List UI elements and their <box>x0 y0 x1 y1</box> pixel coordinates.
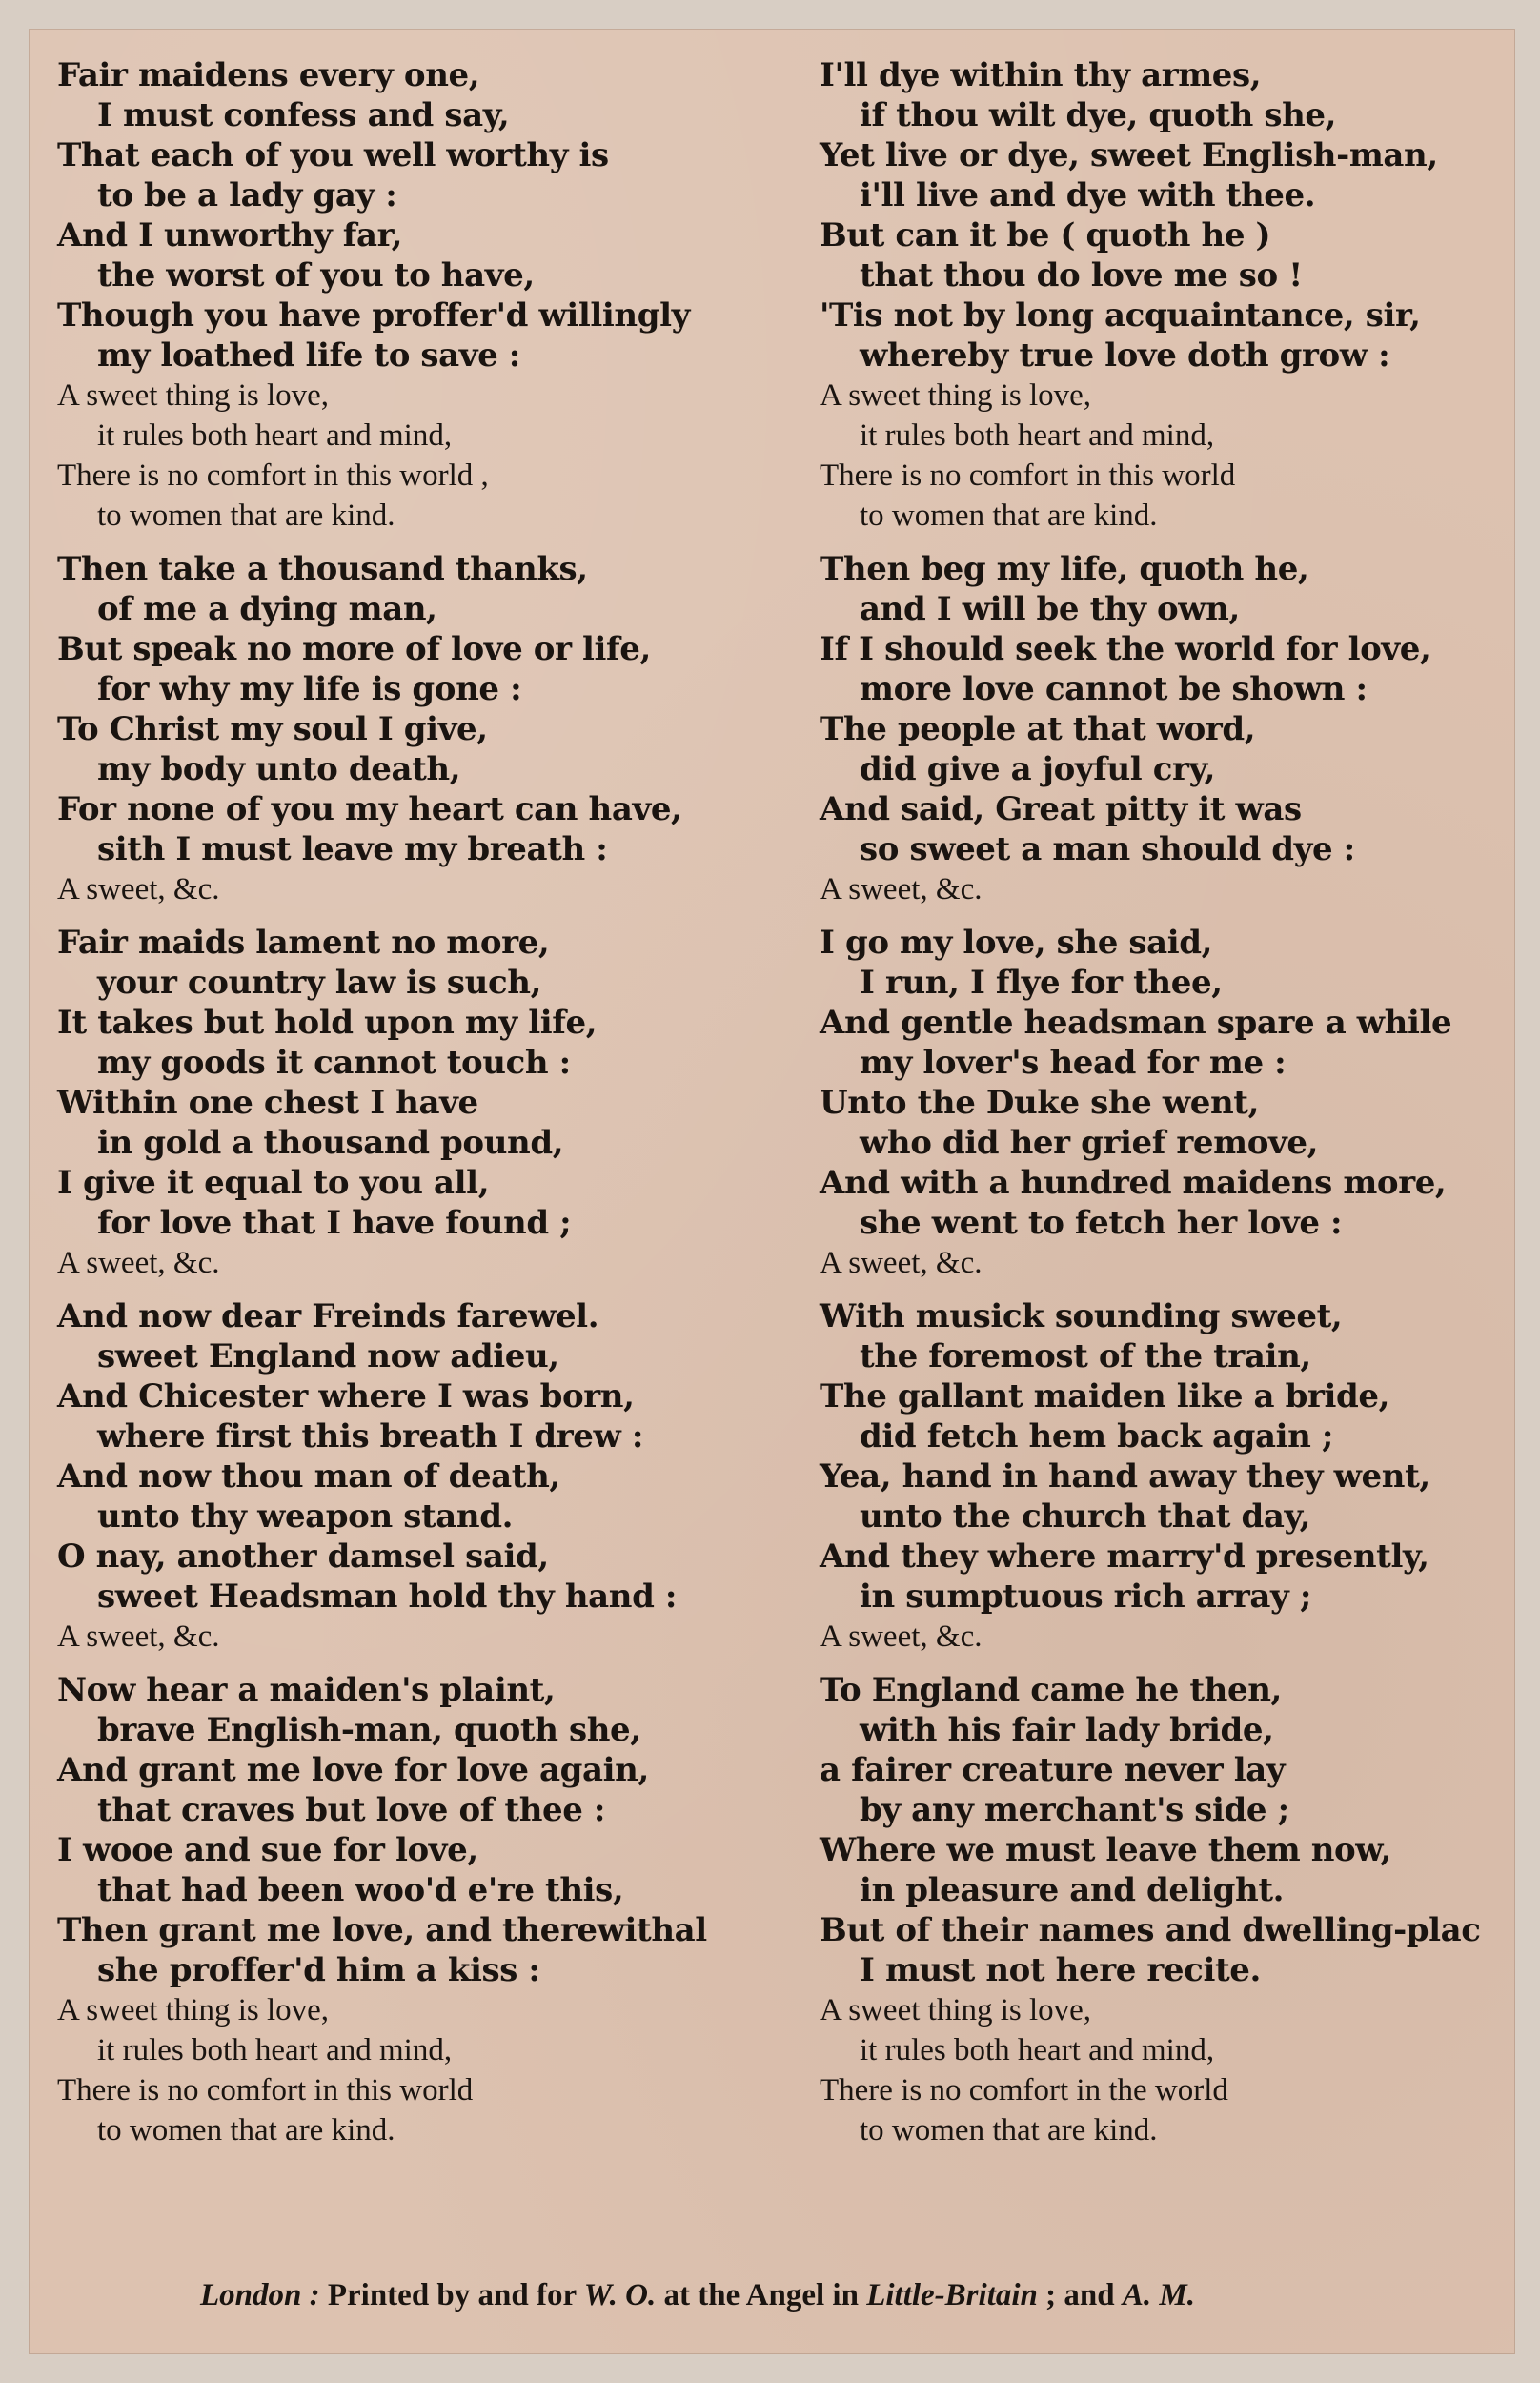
verse-line: Where we must leave them now, <box>820 1831 1391 1869</box>
imprint-text-1: Printed by and for <box>319 2278 584 2312</box>
imprint-printer: W. O. <box>583 2278 657 2312</box>
verse-line: And they where marry'd presently, <box>820 1538 1429 1576</box>
verse-line: And now dear Freinds farewel. <box>57 1297 599 1335</box>
verse-line: Now hear a maiden's plaint, <box>57 1671 556 1709</box>
verse-line: my goods it cannot touch : <box>97 1044 571 1082</box>
refrain-line: A sweet, &c. <box>57 1619 220 1654</box>
verse-line: It takes but hold upon my life, <box>57 1004 598 1042</box>
imprint-partner: A. M. <box>1122 2278 1195 2312</box>
stanza <box>57 549 781 909</box>
verse-line: sweet Headsman hold thy hand : <box>97 1578 678 1616</box>
verse-line: O nay, another damsel said, <box>57 1538 549 1576</box>
broadside-sheet <box>29 29 1515 2354</box>
verse-line: Fair maidens every one, <box>57 56 480 94</box>
verse-line: of me a dying man, <box>97 590 437 628</box>
refrain-line: A sweet thing is love, <box>820 378 1092 413</box>
verse-line: unto the church that day, <box>860 1497 1311 1536</box>
refrain-line: There is no comfort in this world <box>820 458 1236 493</box>
verse-line: And gentle headsman spare a while <box>820 1004 1452 1042</box>
verse-line: And Chicester where I was born, <box>57 1377 635 1416</box>
refrain-line: A sweet thing is love, <box>57 378 330 413</box>
verse-line: if thou wilt dye, quoth she, <box>860 96 1337 134</box>
verse-line: i'll live and dye with thee. <box>860 176 1316 214</box>
verse-line: The people at that word, <box>820 710 1256 748</box>
stanza <box>820 923 1540 1283</box>
verse-line: I give it equal to you all, <box>57 1164 490 1202</box>
stanza <box>57 55 781 536</box>
right-column <box>820 55 1540 2164</box>
verse-line: and I will be thy own, <box>860 590 1240 628</box>
verse-line: my loathed life to save : <box>97 336 520 375</box>
refrain-line: to women that are kind. <box>97 499 395 533</box>
verse-line: sweet England now adieu, <box>97 1337 559 1375</box>
refrain-line: to women that are kind. <box>97 2113 395 2148</box>
verse-line: Yea, hand in hand away they went, <box>820 1457 1430 1496</box>
verse-line: brave English-man, quoth she, <box>97 1711 641 1749</box>
refrain-line: A sweet thing is love, <box>820 1993 1092 2027</box>
refrain-line: it rules both heart and mind, <box>97 418 453 453</box>
verse-line: that thou do love me so ! <box>860 256 1303 295</box>
verse-line: Then grant me love, and therewithal <box>57 1911 707 1949</box>
verse-line: And now thou man of death, <box>57 1457 560 1496</box>
refrain-line: A sweet, &c. <box>57 1246 220 1280</box>
verse-line: the foremost of the train, <box>860 1337 1311 1375</box>
verse-line: With musick sounding sweet, <box>820 1297 1343 1335</box>
verse-line: my lover's head for me : <box>860 1044 1287 1082</box>
verse-line: in pleasure and delight. <box>860 1871 1285 1909</box>
imprint-place: Little-Britain <box>866 2278 1038 2312</box>
verse-line: a fairer creature never lay <box>820 1751 1286 1789</box>
verse-line: And I unworthy far, <box>57 216 403 255</box>
stanza <box>820 1296 1540 1657</box>
refrain-line: to women that are kind. <box>860 2113 1158 2148</box>
verse-line: who did her grief remove, <box>860 1124 1319 1162</box>
verse-line: more love cannot be shown : <box>860 670 1368 708</box>
verse-line: I go my love, she said, <box>820 924 1213 962</box>
imprint-city: London : <box>200 2278 320 2312</box>
verse-line: your country law is such, <box>97 964 542 1002</box>
verse-line: unto thy weapon stand. <box>97 1497 514 1536</box>
imprint-text-3: ; and <box>1037 2278 1123 2312</box>
verse-line: whereby true love doth grow : <box>860 336 1390 375</box>
verse-line: I wooe and sue for love, <box>57 1831 478 1869</box>
refrain-line: A sweet, &c. <box>820 1246 983 1280</box>
verse-line: to be a lady gay : <box>97 176 397 214</box>
stanza <box>820 549 1540 909</box>
refrain-line: There is no comfort in this world <box>57 2073 474 2108</box>
verse-line: 'Tis not by long acquaintance, sir, <box>820 296 1421 335</box>
refrain-line: it rules both heart and mind, <box>860 418 1215 453</box>
verse-line: Then take a thousand thanks, <box>57 550 588 588</box>
verse-line: she went to fetch her love : <box>860 1204 1343 1242</box>
stanza <box>57 923 781 1283</box>
verse-line: And with a hundred maidens more, <box>820 1164 1447 1202</box>
refrain-line: to women that are kind. <box>860 499 1158 533</box>
verse-line: that craves but love of thee : <box>97 1791 606 1829</box>
refrain-line: A sweet, &c. <box>57 872 220 906</box>
verse-line: Fair maids lament no more, <box>57 924 550 962</box>
verse-line: But can it be ( quoth he ) <box>820 216 1271 255</box>
verse-line: in sumptuous rich array ; <box>860 1578 1312 1616</box>
verse-line: Within one chest I have <box>57 1084 478 1122</box>
verse-line: the worst of you to have, <box>97 256 535 295</box>
refrain-line: A sweet, &c. <box>820 872 983 906</box>
verse-line: But of their names and dwelling-plac <box>820 1911 1481 1949</box>
verse-line: she proffer'd him a kiss : <box>97 1951 540 1989</box>
verse-line: That each of you well worthy is <box>57 136 609 174</box>
verse-line: To England came he then, <box>820 1671 1282 1709</box>
verse-line: I must confess and say, <box>97 96 510 134</box>
verse-line: To Christ my soul I give, <box>57 710 488 748</box>
refrain-line: There is no comfort in this world , <box>57 458 489 493</box>
stanza <box>820 55 1540 536</box>
verse-line: for why my life is gone : <box>97 670 522 708</box>
verse-line: I must not here recite. <box>860 1951 1261 1989</box>
refrain-line: it rules both heart and mind, <box>97 2033 453 2067</box>
verse-line: Though you have proffer'd willingly <box>57 296 690 335</box>
verse-line: Unto the Duke she went, <box>820 1084 1260 1122</box>
verse-line: so sweet a man should dye : <box>860 830 1355 868</box>
verse-line: with his fair lady bride, <box>860 1711 1274 1749</box>
refrain-line: A sweet thing is love, <box>57 1993 330 2027</box>
refrain-line: it rules both heart and mind, <box>860 2033 1215 2067</box>
verse-line: If I should seek the world for love, <box>820 630 1431 668</box>
stanza <box>820 1670 1540 2150</box>
stanza <box>57 1670 781 2150</box>
verse-line: Yet live or dye, sweet English-man, <box>820 136 1438 174</box>
verse-line: by any merchant's side ; <box>860 1791 1289 1829</box>
imprint-line <box>200 2278 1195 2313</box>
verse-line: did fetch hem back again ; <box>860 1417 1334 1456</box>
verse-line: that had been woo'd e're this, <box>97 1871 624 1909</box>
verse-line: did give a joyful cry, <box>860 750 1216 788</box>
imprint-text-2: at the Angel in <box>656 2278 867 2312</box>
verse-line: for love that I have found ; <box>97 1204 572 1242</box>
refrain-line: There is no comfort in the world <box>820 2073 1228 2108</box>
verse-line: The gallant maiden like a bride, <box>820 1377 1390 1416</box>
verse-line: And said, Great pitty it was <box>820 790 1302 828</box>
verse-line: sith I must leave my breath : <box>97 830 608 868</box>
verse-line: But speak no more of love or life, <box>57 630 651 668</box>
verse-line: in gold a thousand pound, <box>97 1124 564 1162</box>
verse-line: where first this breath I drew : <box>97 1417 643 1456</box>
verse-line: For none of you my heart can have, <box>57 790 682 828</box>
verse-line: my body unto death, <box>97 750 461 788</box>
stanza <box>57 1296 781 1657</box>
verse-line: I'll dye within thy armes, <box>820 56 1262 94</box>
verse-line: I run, I flye for thee, <box>860 964 1223 1002</box>
refrain-line: A sweet, &c. <box>820 1619 983 1654</box>
verse-line: And grant me love for love again, <box>57 1751 649 1789</box>
left-column <box>57 55 781 2164</box>
verse-line: Then beg my life, quoth he, <box>820 550 1309 588</box>
